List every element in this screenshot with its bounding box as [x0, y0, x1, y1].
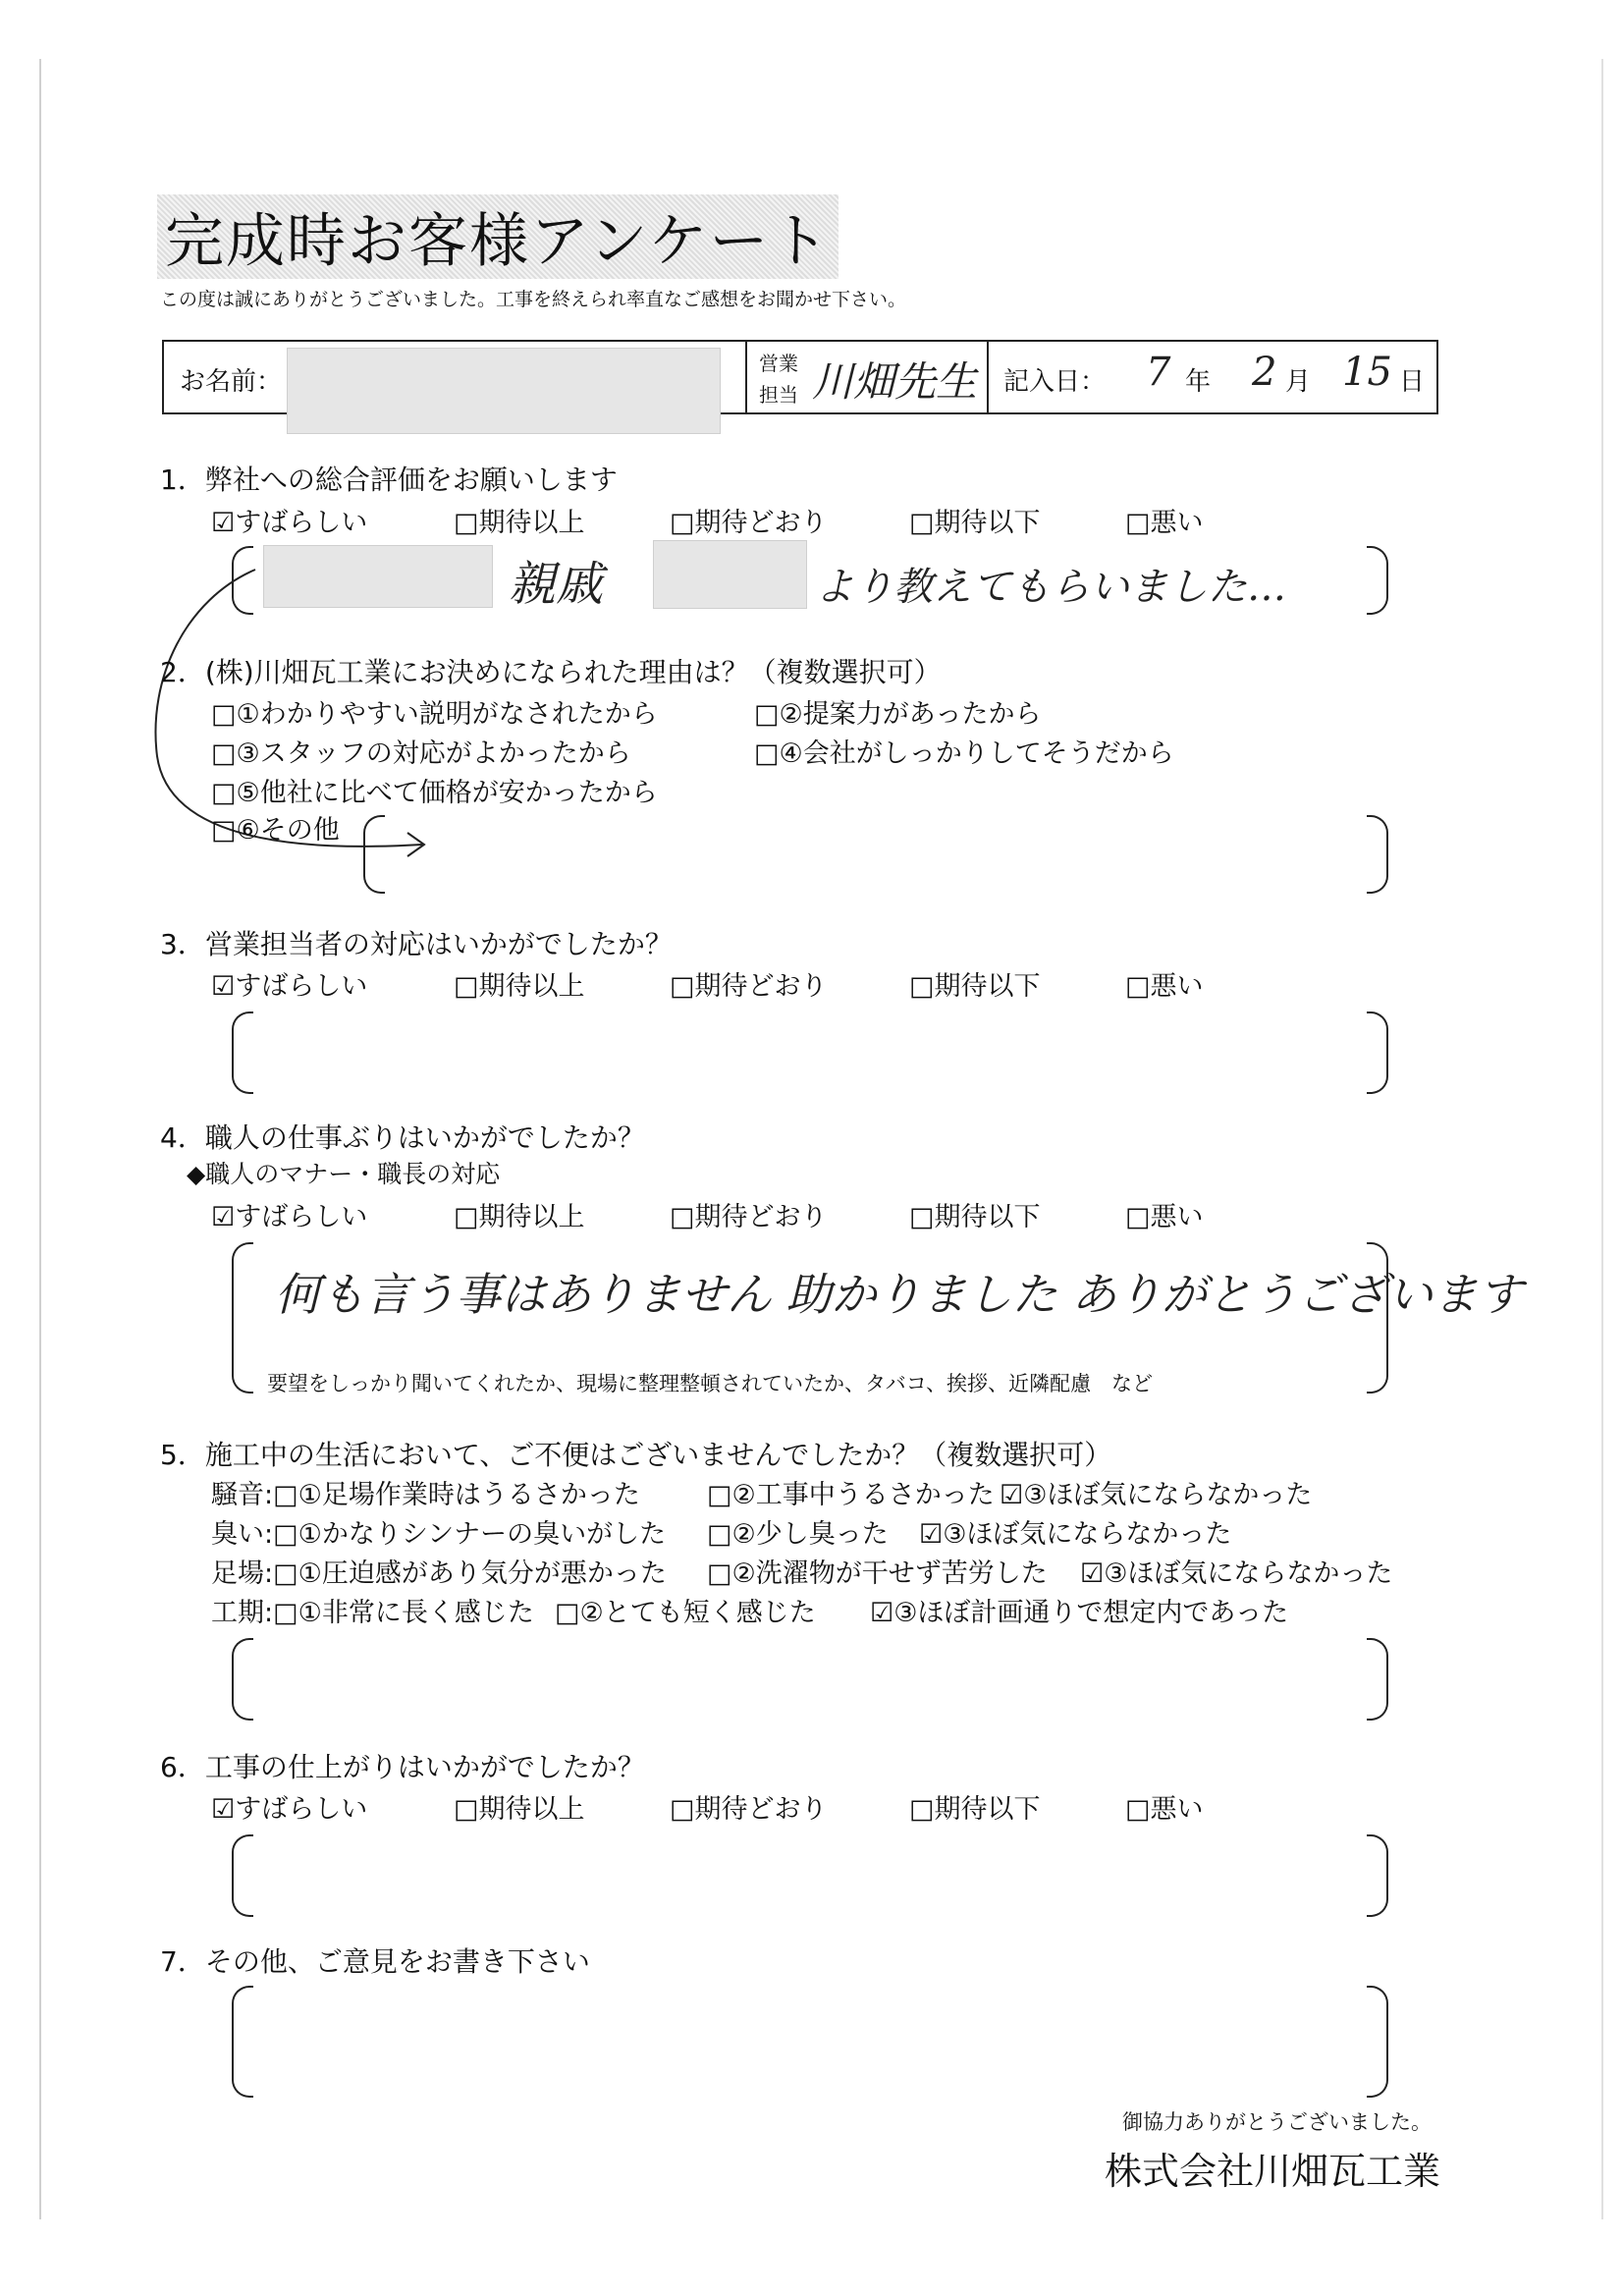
- q2-option-2[interactable]: □②提案力があったから: [754, 699, 1042, 730]
- q1-option-above[interactable]: □期待以上: [454, 508, 585, 538]
- q1-option-excellent[interactable]: ☑すばらしい: [211, 508, 368, 538]
- date-year-value[interactable]: 7: [1146, 350, 1171, 395]
- q5-smell-opt1[interactable]: □①かなりシンナーの臭いがした: [273, 1519, 667, 1550]
- sales-label-top: 営業: [759, 352, 798, 375]
- q5-period-opt3[interactable]: ☑③ほぼ計画通りで想定内であった: [870, 1598, 1289, 1628]
- name-label: お名前：: [180, 367, 283, 397]
- info-box: [162, 340, 1438, 414]
- q2-title: 2．(株)川畑瓦工業にお決めになられた理由は？（複数選択可）: [160, 656, 942, 688]
- q3-option-bad[interactable]: □悪い: [1125, 971, 1204, 1002]
- q2-option-3[interactable]: □③スタッフの対応がよかったから: [211, 738, 631, 769]
- q6-title: 6．工事の仕上がりはいかがでしたか？: [160, 1751, 645, 1783]
- footer-thanks: 御協力ありがとうございました。: [1122, 2110, 1432, 2134]
- q2-option-4[interactable]: □④会社がしっかりしてそうだから: [754, 738, 1174, 769]
- redacted-q1-b: [653, 540, 807, 609]
- q6-option-below[interactable]: □期待以下: [909, 1794, 1041, 1825]
- page-title: 完成時お客様アンケート: [157, 194, 839, 279]
- q5-smell-opt2[interactable]: □②少し臭った: [707, 1519, 889, 1550]
- q6-option-expected[interactable]: □期待どおり: [670, 1794, 828, 1825]
- q5-title: 5．施工中の生活において、ご不便はございませんでしたか？（複数選択可）: [160, 1439, 1112, 1471]
- date-label: 記入日：: [1003, 367, 1107, 397]
- q4-option-bad[interactable]: □悪い: [1125, 1202, 1204, 1232]
- q3-option-expected[interactable]: □期待どおり: [670, 971, 828, 1002]
- q4-note: 要望をしっかり聞いてくれたか、現場に整理整頓されていたか、タバコ、挨拶、近隣配慮 など: [267, 1372, 1153, 1395]
- q6-option-bad[interactable]: □悪い: [1125, 1794, 1204, 1825]
- q5-noise-opt3[interactable]: ☑③ほぼ気にならなかった: [1000, 1480, 1313, 1510]
- q2-option-1[interactable]: □①わかりやすい説明がなされたから: [211, 699, 658, 730]
- sales-label-bottom: 担当: [759, 383, 798, 407]
- q4-option-expected[interactable]: □期待どおり: [670, 1202, 828, 1232]
- q3-option-below[interactable]: □期待以下: [909, 971, 1041, 1002]
- q3-option-excellent[interactable]: ☑すばらしい: [211, 971, 368, 1002]
- q5-row-scaffold: 足場:□①圧迫感があり気分が悪かった: [211, 1558, 667, 1589]
- date-day-value[interactable]: 15: [1342, 350, 1392, 395]
- q5-scaffold-opt1[interactable]: □①圧迫感があり気分が悪かった: [273, 1558, 667, 1589]
- q6-option-above[interactable]: □期待以上: [454, 1794, 585, 1825]
- q2-option-6[interactable]: □⑥その他: [211, 815, 340, 846]
- q5-row-smell: 臭い:□①かなりシンナーの臭いがした: [211, 1519, 667, 1550]
- page-subtitle: この度は誠にありがとうございました。工事を終えられ率直なご感想をお聞かせ下さい。: [160, 289, 907, 310]
- company-name: 株式会社川畑瓦工業: [1105, 2150, 1441, 2193]
- q7-title: 7．その他、ご意見をお書き下さい: [160, 1945, 590, 1978]
- q3-title: 3．営業担当者の対応はいかがでしたか？: [160, 928, 673, 960]
- scan-edge-right: [1601, 59, 1603, 2219]
- q6-option-excellent[interactable]: ☑すばらしい: [211, 1794, 368, 1825]
- sales-name[interactable]: 川畑先生: [812, 357, 978, 406]
- q1-option-bad[interactable]: □悪い: [1125, 508, 1204, 538]
- q3-option-above[interactable]: □期待以上: [454, 971, 585, 1002]
- q5-scaffold-opt3[interactable]: ☑③ほぼ気にならなかった: [1080, 1558, 1393, 1589]
- q4-title: 4．職人の仕事ぶりはいかがでしたか？: [160, 1121, 645, 1154]
- q4-comment[interactable]: 何も言う事はありません 助かりました ありがとうございます: [275, 1268, 1524, 1321]
- q5-period-opt2[interactable]: □②とても短く感じた: [555, 1598, 816, 1628]
- q2-option-5[interactable]: □⑤他社に比べて価格が安かったから: [211, 778, 658, 808]
- q5-smell-opt3[interactable]: ☑③ほぼ気にならなかった: [919, 1519, 1232, 1550]
- q5-noise-opt1[interactable]: □①足場作業時はうるさかった: [273, 1480, 640, 1510]
- date-month-unit: 月: [1285, 367, 1312, 397]
- q4-option-above[interactable]: □期待以上: [454, 1202, 585, 1232]
- redacted-name: [287, 348, 721, 434]
- q5-scaffold-opt2[interactable]: □②洗濯物が干せず苦労した: [707, 1558, 1048, 1589]
- scan-edge-left: [39, 59, 41, 2219]
- q1-option-below[interactable]: □期待以下: [909, 508, 1041, 538]
- date-day-unit: 日: [1399, 367, 1426, 397]
- q4-subtitle: ◆職人のマナー・職長の対応: [187, 1160, 501, 1188]
- q5-row-noise: 騒音:□①足場作業時はうるさかった: [211, 1480, 640, 1510]
- q1-comment[interactable]: より教えてもらいました…: [815, 565, 1286, 610]
- q1-title: 1．弊社への総合評価をお願いします: [160, 464, 618, 496]
- q4-option-below[interactable]: □期待以下: [909, 1202, 1041, 1232]
- q4-option-excellent[interactable]: ☑すばらしい: [211, 1202, 368, 1232]
- q5-noise-opt2[interactable]: □②工事中うるさかった: [707, 1480, 995, 1510]
- q5-period-opt1[interactable]: □①非常に長く感じた: [273, 1598, 534, 1628]
- q5-row-period: 工期:□①非常に長く感じた: [211, 1598, 534, 1628]
- date-month-value[interactable]: 2: [1252, 350, 1277, 395]
- date-year-unit: 年: [1185, 367, 1212, 397]
- q1-comment-relative[interactable]: 親戚: [509, 557, 604, 612]
- q1-option-expected[interactable]: □期待どおり: [670, 508, 828, 538]
